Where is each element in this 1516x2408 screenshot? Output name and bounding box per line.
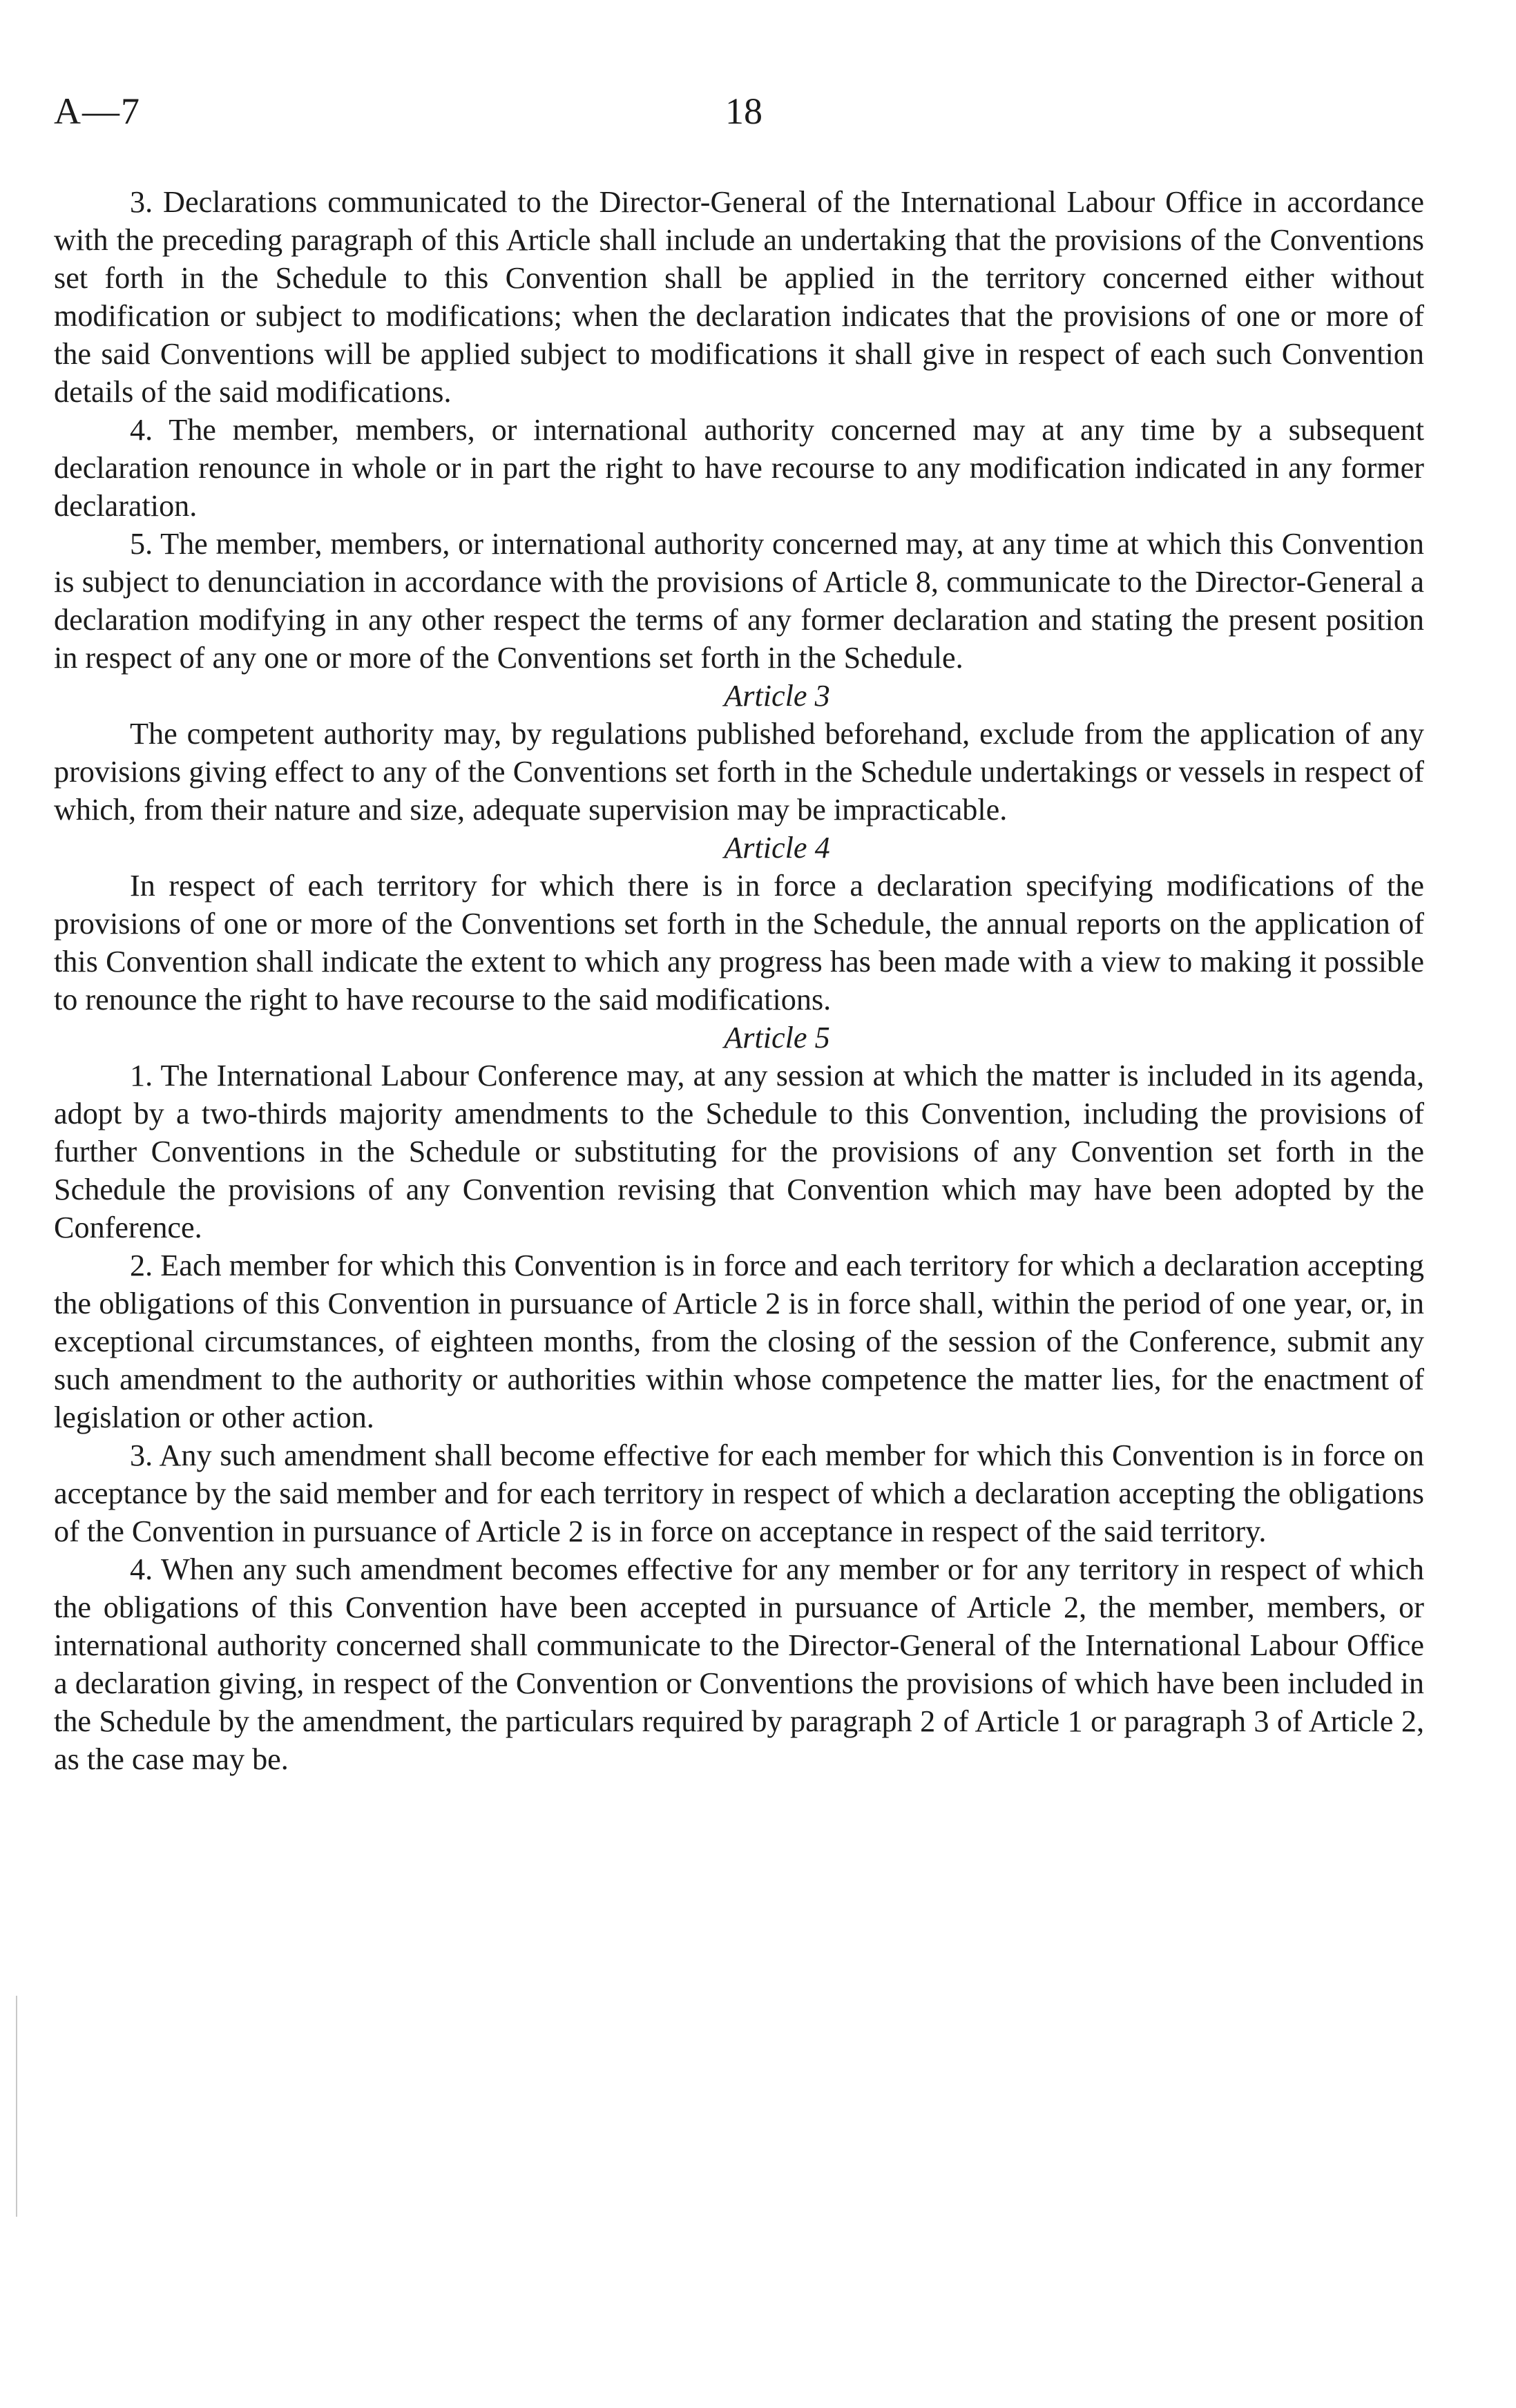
article2-paragraph-3: 3. Declarations communicated to the Director-General of the International Labour Office in accordance with the preceding paragraph of this Article shall include an undertaking that the provisions of the Conventions set forth in the Schedule to this Convention shall be applied in the territory concerned either without modification or subject to modifications; when the declaration indicates that the provisions of one or more of the said Conventions will be applied subject to modifications it shall give in respect of each such Convention details of the said modifications. — [54, 185, 1424, 409]
article5-heading: Article 5 — [724, 1021, 830, 1054]
article5-paragraph-4: 4. When any such amendment becomes effective for any member or for any territory in respect of which the obligations of this Convention have been accepted in pursuance of Article 2, the member, members, or international authority concerned shall communicate to the Director-General of the International Labour Office a declaration giving, in respect of the Convention or Conventions the provisions of which have been included in the Schedule by the amendment, the particulars required by paragraph 2 of Article 1 or paragraph 3 of Article 2, as the case may be. — [54, 1552, 1424, 1776]
page-header — [54, 90, 1424, 159]
article2-paragraph-5: 5. The member, members, or international authority concerned may, at any time at which this Convention is subject to denunciation in accordance with the provisions of Article 8, communicate to the Director-General a declaration modifying in any other respect the terms of any former declaration and stating the present position in respect of any one or more of the Conventions set forth in the Schedule. — [54, 527, 1424, 675]
article3-text: The competent authority may, by regulations published beforehand, exclude from the application of any provisions giving effect to any of the Conventions set forth in the Schedule undertakings or vessels in respect of which, from their nature and size, adequate supervision may be impracticable. — [54, 717, 1424, 827]
article5-paragraph-2: 2. Each member for which this Convention is in force and each territory for which a declaration accepting the obligations of this Convention in pursuance of Article 2 is in force shall, within the period of one year, or, in exceptional circumstances, of eighteen months, from the closing of the session of the Conference, submit any such amendment to the authority or authorities within whose competence the matter lies, for the enactment of legislation or other action. — [54, 1249, 1424, 1434]
page-number: 18 — [725, 90, 762, 132]
article4-heading: Article 4 — [724, 831, 830, 865]
article5-paragraph-1: 1. The International Labour Conference may, at any session at which the matter is included in its agenda, adopt by a two-thirds majority amendments to the Schedule to this Convention, including the provisions of further Conventions in the Schedule or substituting for the provisions of any Convention set forth in the Schedule the provisions of any Convention revising that Convention which may have been adopted by the Conference. — [54, 1059, 1424, 1244]
article3-heading: Article 3 — [724, 679, 830, 713]
article5-paragraph-3: 3. Any such amendment shall become effective for each member for which this Convention is in force on acceptance by the said member and for each territory in respect of which a declaration accepting the obligations of the Convention in pursuance of Article 2 is in force on acceptance in respect of the said territory. — [54, 1438, 1424, 1548]
document-page — [54, 90, 1424, 1776]
document-body — [54, 183, 1424, 1778]
article4-text: In respect of each territory for which there is in force a declaration specifying modifications of the provisions of one or more of the Conventions set forth in the Schedule, the annual reports on the application of this Convention shall indicate the extent to which any progress has been made with a view to making it possible to renounce the right to have recourse to the said modifications. — [54, 869, 1424, 1017]
document-reference: A—7 — [54, 90, 141, 132]
margin-mark — [16, 1996, 17, 2217]
article2-paragraph-4: 4. The member, members, or international authority concerned may at any time by a subsequent declaration renounce in whole or in part the right to have recourse to any modification indicated in any former declaration. — [54, 413, 1424, 523]
